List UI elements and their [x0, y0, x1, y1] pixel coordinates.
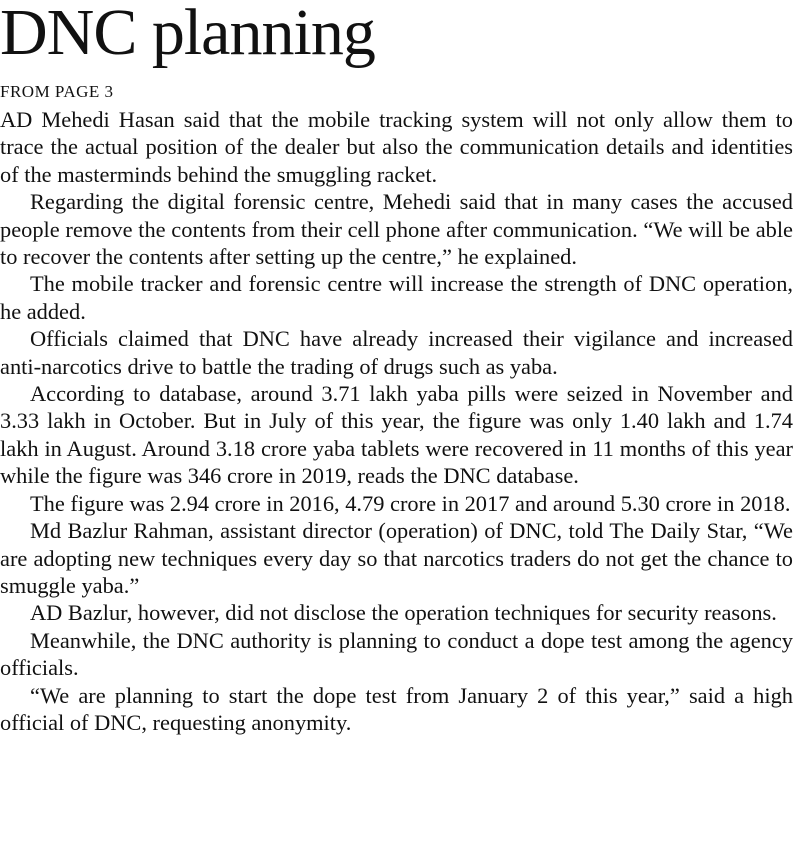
headline: DNC planning: [0, 0, 375, 69]
paragraph: The mobile tracker and forensic centre will increase the strength of DNC operation, he added.: [0, 271, 793, 324]
article-body: [0, 106, 793, 736]
paragraph: AD Bazlur, however, did not disclose the operation techniques for security reasons.: [30, 600, 777, 626]
paragraph: Meanwhile, the DNC authority is planning to conduct a dope test among the agency officials.: [0, 627, 793, 681]
paragraph: AD Mehedi Hasan said that the mobile tracking system will not only allow them to trace the actual position of the dealer but also the communication details and identities of the masterminds behind the smuggling racket.: [0, 107, 793, 187]
paragraph: The figure was 2.94 crore in 2016, 4.79 crore in 2017 and around 5.30 crore in 2018.: [30, 490, 791, 516]
paragraph: Regarding the digital forensic centre, Mehedi said that in many cases the accused people remove the contents from their cell phone after communication. “We will be able to recover the contents after setting up the centre,” he explained.: [0, 189, 793, 270]
jump-line: FROM PAGE 3: [0, 82, 114, 101]
paragraph: “We are planning to start the dope test from January 2 of this year,” said a high official of DNC, requesting anonymity.: [0, 682, 793, 735]
paragraph: According to database, around 3.71 lakh yaba pills were seized in November and 3.33 lakh in October. But in July of this year, the figure was only 1.40 lakh and 1.74 lakh in August. Around 3.18 crore yaba tablets were recovered in 11 months of this year while the figure was 346 crore in 2019, reads the DNC database.: [0, 381, 793, 489]
paragraph: Md Bazlur Rahman, assistant director (operation) of DNC, told The Daily Star, “We are adopting new techniques every day so that narcotics traders do not get the chance to smuggle yaba.”: [0, 518, 793, 598]
paragraph: Officials claimed that DNC have already increased their vigilance and increased anti-narcotics drive to battle the trading of drugs such as yaba.: [0, 326, 793, 379]
